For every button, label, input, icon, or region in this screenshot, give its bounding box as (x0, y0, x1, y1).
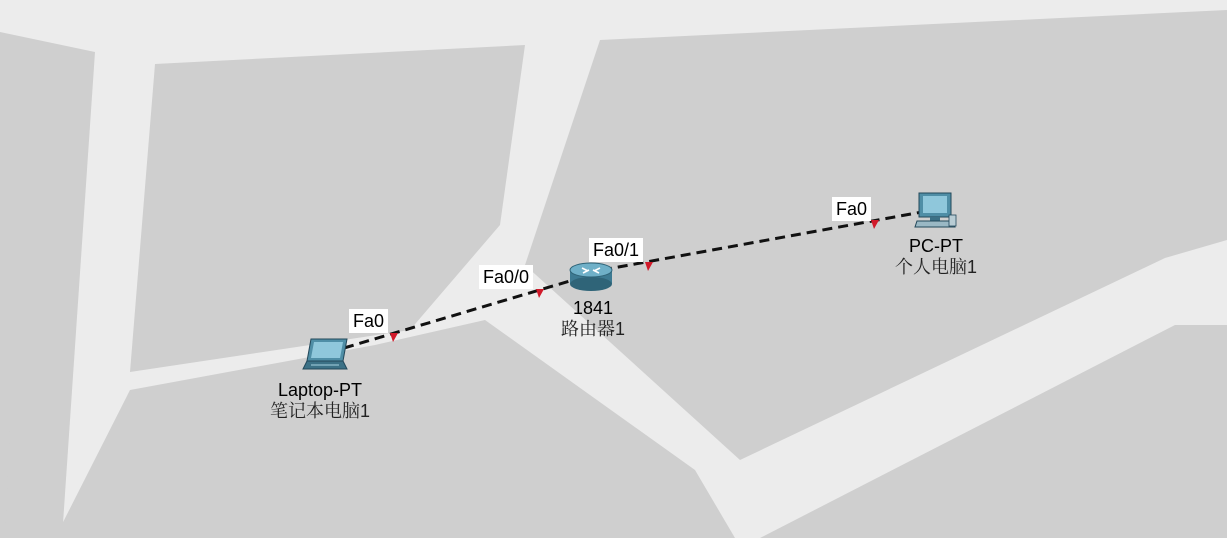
device-type-pc: PC-PT (908, 236, 963, 256)
device-name-laptop: 笔记本电脑1 (269, 401, 371, 421)
device-label-router (561, 298, 625, 340)
device-type-router: 1841 (572, 298, 614, 318)
port-label-pc-fa0: Fa0 (832, 197, 871, 221)
device-name-router: 路由器1 (560, 319, 626, 339)
port-marker-router-fa00 (536, 289, 544, 298)
device-name-pc: 个人电脑1 (894, 257, 978, 277)
device-label-pc (895, 236, 977, 278)
port-label-router-fa01: Fa0/1 (589, 238, 643, 262)
device-label-laptop (270, 380, 370, 422)
device-type-laptop: Laptop-PT (277, 380, 363, 400)
router-icon[interactable] (570, 263, 612, 291)
desktop-pc-icon[interactable] (915, 193, 956, 227)
region-left-center (130, 45, 525, 372)
port-label-router-fa00: Fa0/0 (479, 265, 533, 289)
region-top-left (0, 32, 95, 538)
background-regions (0, 10, 1227, 538)
port-label-laptop-fa0: Fa0 (349, 309, 388, 333)
